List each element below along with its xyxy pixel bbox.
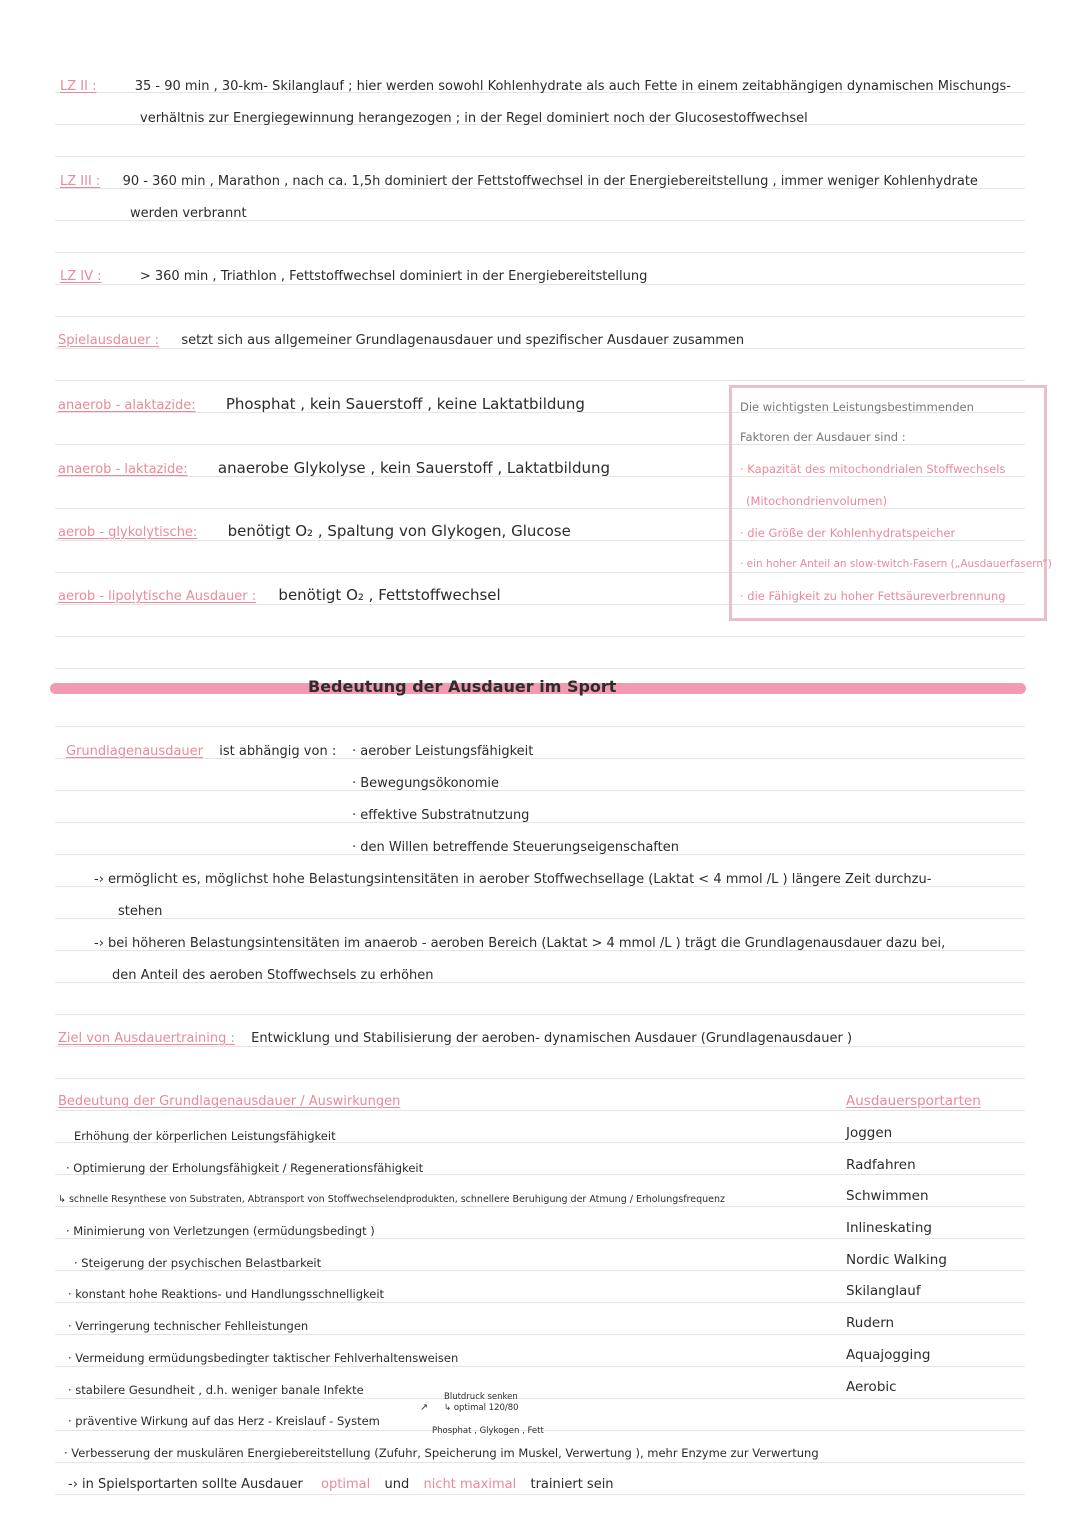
lz-iv-line1: [60, 269, 647, 285]
factors-box: [729, 385, 1052, 621]
last-nicht-maximal: nicht maximal: [423, 1477, 517, 1492]
grundlagen-item-3: · effektive Substratnutzung: [352, 808, 530, 823]
spielausdauer-row: [58, 333, 744, 349]
ziel-row: [58, 1031, 852, 1047]
grundlagen-arrow2-line1: -› bei höheren Belastungsintensitäten im anaerob - aeroben Bereich (Laktat > 4 mmol /L ) trägt die Grundlagenausdauer dazu bei,: [94, 936, 946, 951]
spielausdauer-text: setzt sich aus allgemeiner Grundlagenausdauer und spezifischer Ausdauer zusammen: [181, 333, 745, 348]
bedeutung-item-9: · stabilere Gesundheit , d.h. weniger banale Infekte: [68, 1383, 364, 1397]
bedeutung-heading: Bedeutung der Grundlagenausdauer / Auswirkungen: [58, 1094, 401, 1109]
sport-item-6: Skilanglauf: [846, 1283, 921, 1299]
sport-item-2: Radfahren: [846, 1157, 916, 1173]
ziel-text: Entwicklung und Stabilisierung der aeroben- dynamischen Ausdauer (Grundlagenausdauer ): [251, 1031, 853, 1046]
factors-heading-1: Die wichtigsten Leistungsbestimmenden: [740, 400, 974, 414]
lz-ii-text1: 35 - 90 min , 30-km- Skilanglauf ; hier werden sowohl Kohlenhydrate als auch Fette in einem zeitabhängigen dynamischen Mischungs-: [134, 79, 1011, 94]
note-arrow: ↗: [420, 1402, 428, 1413]
factors-heading-2: Faktoren der Ausdauer sind :: [740, 430, 906, 444]
last-suffix: trainiert sein: [530, 1477, 614, 1492]
sport-item-5: Nordic Walking: [846, 1252, 947, 1268]
grundlagen-arrow2-line2: den Anteil des aeroben Stoffwechsels zu erhöhen: [112, 968, 434, 983]
sport-item-3: Schwimmen: [846, 1188, 929, 1204]
last-und: und: [384, 1477, 410, 1492]
energy-row-1: [58, 396, 585, 414]
grundlagen-item-4: · den Willen betreffende Steuerungseigenschaften: [352, 840, 679, 855]
grundlagen-arrow1-line1: -› ermöglicht es, möglichst hohe Belastungsintensitäten in aerober Stoffwechsellage (Laktat < 4 mmol /L ) längere Zeit durchzu-: [94, 872, 932, 887]
last-optimal: optimal: [321, 1477, 371, 1492]
energy-row-3: [58, 523, 571, 541]
energy-row-2: [58, 460, 610, 478]
lz-iii-text1: 90 - 360 min , Marathon , nach ca. 1,5h dominiert der Fettstoffwechsel in der Energiebereitstellung , immer weniger Kohlenhydrate: [122, 174, 978, 189]
bedeutung-item-2: · Optimierung der Erholungsfähigkeit / Regenerationsfähigkeit: [66, 1161, 424, 1175]
sport-item-7: Rudern: [846, 1315, 895, 1331]
lz-iii-line1: [60, 174, 978, 190]
factors-item-3: · ein hoher Anteil an slow-twitch-Fasern („Ausdauerfasern“): [740, 558, 1052, 570]
bedeutung-item-5: · Steigerung der psychischen Belastbarkeit: [74, 1256, 322, 1270]
factors-item-1b: (Mitochondrienvolumen): [746, 494, 888, 508]
energy-label-3: aerob - glykolytische:: [58, 525, 198, 540]
sportarten-heading: Ausdauersportarten: [846, 1093, 981, 1109]
energy-text-1: Phosphat , kein Sauerstoff , keine Laktatbildung: [225, 395, 585, 413]
note-optimal: ↳ optimal 120/80: [444, 1403, 519, 1413]
factors-item-4: · die Fähigkeit zu hoher Fettsäureverbrennung: [740, 589, 1006, 603]
lz-iii-line2: [130, 206, 247, 222]
lz-ii-label: LZ II :: [60, 79, 97, 94]
bedeutung-item-7: · Verringerung technischer Fehlleistungen: [68, 1319, 309, 1333]
lz-ii-line1: [60, 79, 1011, 95]
ziel-label: Ziel von Ausdauertraining :: [58, 1031, 235, 1046]
bedeutung-item-1: Erhöhung der körperlichen Leistungsfähigkeit: [74, 1129, 336, 1143]
energy-text-2: anaerobe Glykolyse , kein Sauerstoff , Laktatbildung: [217, 459, 611, 477]
energy-label-1: anaerob - alaktazide:: [58, 398, 196, 413]
energy-label-2: anaerob - laktazide:: [58, 462, 188, 477]
grundlagen-item-1: · aerober Leistungsfähigkeit: [352, 744, 534, 759]
lz-iv-text1: > 360 min , Triathlon , Fettstoffwechsel dominiert in der Energiebereitstellung: [139, 269, 648, 284]
sport-item-1: Joggen: [846, 1125, 893, 1141]
energy-label-4: aerob - lipolytische Ausdauer :: [58, 589, 257, 604]
last-line: [68, 1477, 614, 1493]
grundlagen-label: Grundlagenausdauer: [66, 744, 203, 759]
sport-item-8: Aquajogging: [846, 1347, 931, 1363]
note-phosphat: Phosphat , Glykogen , Fett: [432, 1426, 544, 1436]
lz-ii-text2: verhältnis zur Energiegewinnung herangezogen ; in der Regel dominiert noch der Glucosestoffwechsel: [140, 111, 808, 126]
section-title: Bedeutung der Ausdauer im Sport: [308, 677, 617, 696]
bedeutung-item-11: · Verbesserung der muskulären Energiebereitstellung (Zufuhr, Speicherung im Muskel, Verwertung ), mehr Enzyme zur Verwertung: [64, 1446, 819, 1460]
spielausdauer-label: Spielausdauer :: [58, 333, 160, 348]
note-blutdruck: Blutdruck senken: [444, 1392, 518, 1402]
lz-ii-line2: [140, 111, 808, 127]
factors-item-1: · Kapazität des mitochondrialen Stoffwechsels: [740, 462, 1006, 476]
lz-iii-label: LZ III :: [60, 174, 101, 189]
sport-item-9: Aerobic: [846, 1379, 897, 1395]
bedeutung-item-4: · Minimierung von Verletzungen (ermüdungsbedingt ): [66, 1224, 375, 1238]
bedeutung-item-10: · präventive Wirkung auf das Herz - Kreislauf - System: [68, 1414, 380, 1428]
bedeutung-item-6: · konstant hohe Reaktions- und Handlungsschnelligkeit: [68, 1287, 385, 1301]
grundlagen-row: [66, 744, 336, 760]
sport-item-4: Inlineskating: [846, 1220, 932, 1236]
grundlagen-item-2: · Bewegungsökonomie: [352, 776, 500, 791]
energy-text-3: benötigt O₂ , Spaltung von Glykogen, Glucose: [227, 522, 571, 540]
grundlagen-arrow1-line2: stehen: [118, 904, 163, 919]
factors-item-2: · die Größe der Kohlenhydratspeicher: [740, 526, 956, 540]
grundlagen-intro: ist abhängig von :: [219, 744, 337, 759]
last-prefix: -› in Spielsportarten sollte Ausdauer: [68, 1477, 303, 1492]
bedeutung-item-3: ↳ schnelle Resynthese von Substraten, Abtransport von Stoffwechselendprodukten, schnellere Beruhigung der Atmung / Erholungsfrequenz: [58, 1194, 725, 1205]
energy-row-4: [58, 587, 501, 605]
bedeutung-item-8: · Vermeidung ermüdungsbedingter taktischer Fehlverhaltensweisen: [68, 1351, 459, 1365]
lz-iii-text2: werden verbrannt: [130, 206, 247, 221]
lz-iv-label: LZ IV :: [60, 269, 102, 284]
energy-text-4: benötigt O₂ , Fettstoffwechsel: [278, 586, 501, 604]
